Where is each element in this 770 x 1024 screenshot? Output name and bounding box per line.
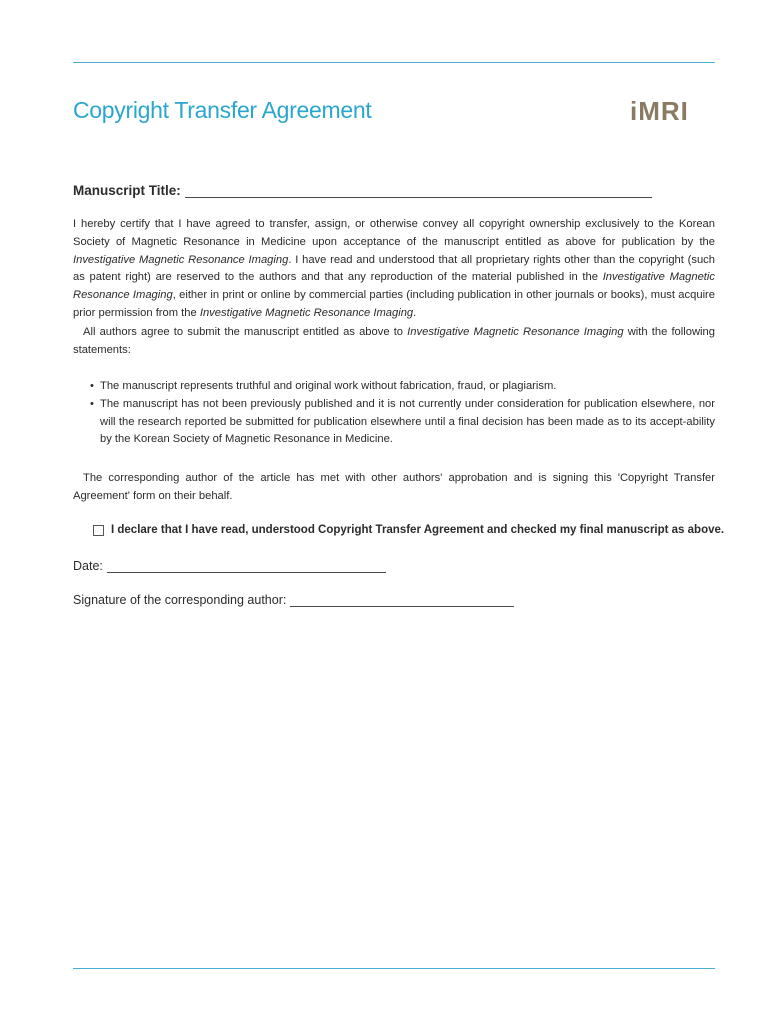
manuscript-title-input-line[interactable]	[185, 186, 652, 198]
transfer-paragraph	[73, 216, 715, 323]
manuscript-title-label: Manuscript Title:	[73, 183, 181, 198]
date-label: Date:	[73, 559, 103, 573]
date-input-line[interactable]	[107, 562, 386, 573]
imri-logo: iMRI	[630, 96, 689, 126]
declaration-text: I declare that I have read, understood Copyright Transfer Agreement and checked my final manuscript as above.	[111, 524, 725, 536]
paragraph-text: with the following statements:	[73, 326, 715, 356]
bullet-icon: •	[90, 397, 94, 410]
page-title: Copyright Transfer Agreement	[73, 97, 372, 123]
statement-item	[90, 396, 715, 449]
declaration-row[interactable]	[93, 524, 724, 536]
paragraph-text: .	[413, 306, 417, 319]
journal-name: Investigative Magnetic Resonance Imaging	[73, 253, 289, 266]
bullet-icon: •	[90, 380, 94, 392]
journal-name: Investigative Magnetic Resonance Imaging	[199, 306, 414, 319]
paragraph-text: , either in print or online by commercial parties (including publication in other journals or books), must acquire prior permission from the	[73, 289, 716, 319]
authors-agree-paragraph	[73, 324, 715, 360]
statement-text: The manuscript represents truthful and original work without fabrication, fraud, or plagiarism.	[100, 380, 557, 392]
statement-item	[90, 378, 715, 396]
signature-field[interactable]	[73, 593, 514, 607]
paragraph-text: I hereby certify that I have agreed to transfer, assign, or otherwise convey all copyright ownership exclusively to the Korean Society of Magnetic Resonance in Medicine upon acceptance of the manuscript entitled as above for publication by the	[73, 218, 715, 248]
signature-input-line[interactable]	[290, 596, 514, 607]
signature-label: Signature of the corresponding author:	[73, 593, 287, 607]
manuscript-title-field[interactable]	[73, 183, 652, 198]
journal-name: Investigative Magnetic Resonance Imaging	[73, 271, 715, 302]
declaration-checkbox[interactable]	[93, 525, 104, 536]
date-field[interactable]	[73, 559, 386, 573]
statement-text: The manuscript has not been previously published and it is not currently under consideration for publication elsewhere, nor will the research reported be submitted for publication elsewhere until a final decision has been made as to its accept-ability by the Korean Society of Magnetic Resonance in Medicine.	[100, 397, 715, 446]
top-rule	[73, 62, 715, 63]
paragraph-text: All authors agree to submit the manuscript entitled as above to	[83, 326, 408, 338]
corresponding-author-paragraph: The corresponding author of the article has met with other authors' approbation and is signing this 'Copyright Transfer Agreement' form on their behalf.	[73, 472, 715, 502]
paragraph-text: . I have read and understood that all proprietary rights other than the copyright (such as patent right) are reserved to the authors and that any reproduction of the material published in the	[73, 253, 716, 284]
journal-name: Investigative Magnetic Resonance Imaging	[407, 326, 624, 338]
statement-list	[90, 378, 715, 449]
bottom-rule	[73, 968, 715, 969]
